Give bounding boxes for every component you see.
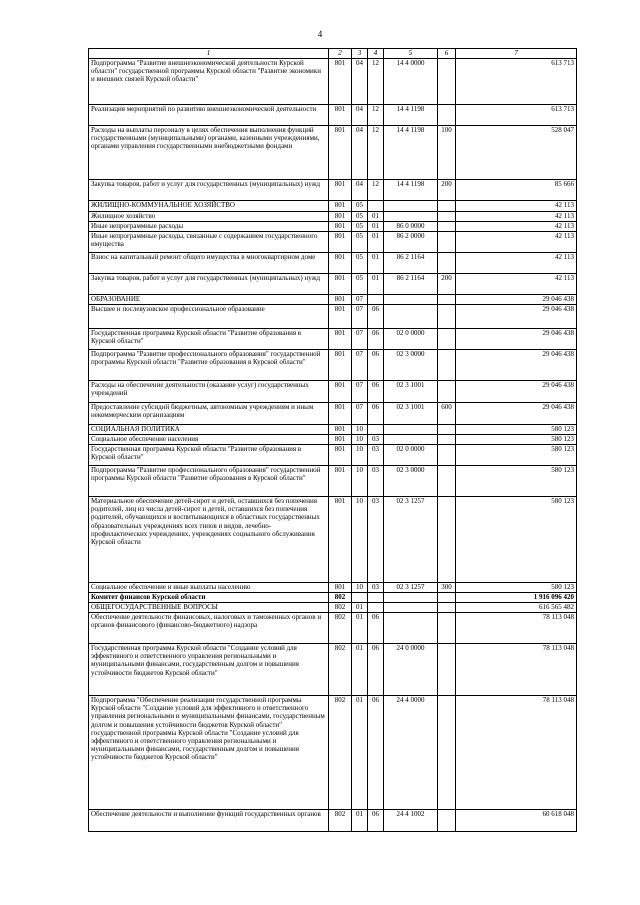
row-amount: 42 113 (456, 232, 577, 253)
row-amount: 580 123 (456, 583, 577, 593)
row-ved-code: 801 (329, 497, 352, 583)
table-row (89, 105, 577, 126)
row-target-article-code: 02 3 1001 (384, 403, 438, 425)
row-ved-code: 802 (329, 613, 352, 644)
row-subsection-code (368, 425, 384, 435)
table-row (89, 232, 577, 253)
row-subsection-code: 03 (368, 583, 384, 593)
row-section-code: 01 (352, 613, 368, 644)
row-name: Иные непрограммные расходы, связанные с содержанием государственного имущества (89, 232, 329, 253)
row-target-article-code: 86 2 0000 (384, 232, 438, 253)
row-name: Подпрограмма "Обеспечение реализации государственной программы Курской области "Создание условий для эффективного и ответственного управления региональными и муниципальными финансами, государственным долгом и повышения устойчивости бюджетов Курской области" государственной программы Курской области "Создание условий для эффективного и ответственного управления региональными и муниципальными финансами, государственным долгом и повышения устойчивости бюджетов Курской области" (89, 696, 329, 810)
row-ved-code: 801 (329, 435, 352, 445)
row-ved-code: 801 (329, 212, 352, 222)
row-section-code: 07 (352, 305, 368, 329)
row-amount: 85 666 (456, 180, 577, 201)
row-amount: 616 565 482 (456, 603, 577, 613)
row-name: Социальное обеспечение и иные выплаты населению (89, 583, 329, 593)
row-ved-code: 802 (329, 696, 352, 810)
row-target-article-code (384, 201, 438, 212)
row-amount: 42 113 (456, 212, 577, 222)
table-row (89, 212, 577, 222)
row-section-code: 07 (352, 329, 368, 350)
row-target-article-code: 24 4 0000 (384, 696, 438, 810)
row-amount: 580 123 (456, 466, 577, 497)
row-expense-type-code (438, 644, 456, 696)
row-ved-code: 801 (329, 126, 352, 180)
row-name: Расходы на обеспечение деятельности (оказание услуг) государственных учреждений (89, 381, 329, 403)
row-ved-code: 801 (329, 445, 352, 466)
row-section-code: 01 (352, 644, 368, 696)
row-target-article-code: 24 4 1002 (384, 810, 438, 832)
row-amount: 78 113 048 (456, 696, 577, 810)
row-target-article-code: 02 3 0000 (384, 350, 438, 381)
row-amount: 613 713 (456, 59, 577, 105)
row-subsection-code: 06 (368, 810, 384, 832)
row-name: Социальное обеспечение населения (89, 435, 329, 445)
row-section-code (352, 593, 368, 603)
row-amount: 78 113 048 (456, 644, 577, 696)
row-subsection-code: 12 (368, 180, 384, 201)
row-name: Комитет финансов Курской области (89, 593, 329, 603)
column-header-1: 1 (89, 49, 329, 59)
row-subsection-code: 03 (368, 497, 384, 583)
row-section-code: 07 (352, 295, 368, 305)
row-subsection-code: 12 (368, 59, 384, 105)
row-name: Реализация мероприятий по развитию внешнеэкономической деятельности (89, 105, 329, 126)
row-expense-type-code: 600 (438, 403, 456, 425)
budget-table (88, 48, 577, 832)
row-target-article-code: 24 0 0000 (384, 644, 438, 696)
row-section-code: 10 (352, 466, 368, 497)
table-row (89, 329, 577, 350)
row-ved-code: 801 (329, 425, 352, 435)
row-section-code: 10 (352, 425, 368, 435)
row-amount: 580 123 (456, 497, 577, 583)
row-amount: 29 046 438 (456, 295, 577, 305)
row-amount: 29 046 438 (456, 329, 577, 350)
row-ved-code: 801 (329, 583, 352, 593)
row-name: ОБЩЕГОСУДАРСТВЕННЫЕ ВОПРОСЫ (89, 603, 329, 613)
row-expense-type-code (438, 696, 456, 810)
row-target-article-code: 14 4 1198 (384, 105, 438, 126)
row-section-code: 04 (352, 126, 368, 180)
row-ved-code: 801 (329, 253, 352, 274)
row-expense-type-code (438, 105, 456, 126)
row-expense-type-code (438, 381, 456, 403)
row-section-code: 05 (352, 212, 368, 222)
row-target-article-code (384, 435, 438, 445)
table-row (89, 305, 577, 329)
row-ved-code: 801 (329, 180, 352, 201)
row-subsection-code (368, 295, 384, 305)
row-subsection-code: 06 (368, 305, 384, 329)
row-ved-code: 801 (329, 305, 352, 329)
row-section-code: 05 (352, 232, 368, 253)
row-ved-code: 801 (329, 105, 352, 126)
table-row (89, 180, 577, 201)
row-name: ОБРАЗОВАНИЕ (89, 295, 329, 305)
row-target-article-code: 86 0 0000 (384, 222, 438, 232)
row-target-article-code: 02 3 1257 (384, 497, 438, 583)
row-ved-code: 801 (329, 466, 352, 497)
row-subsection-code: 06 (368, 613, 384, 644)
row-subsection-code: 06 (368, 350, 384, 381)
row-expense-type-code (438, 295, 456, 305)
table-row (89, 274, 577, 295)
row-section-code: 10 (352, 445, 368, 466)
row-expense-type-code (438, 222, 456, 232)
row-amount: 42 113 (456, 253, 577, 274)
row-name: СОЦИАЛЬНАЯ ПОЛИТИКА (89, 425, 329, 435)
table-row (89, 593, 577, 603)
table-row (89, 201, 577, 212)
row-section-code: 01 (352, 810, 368, 832)
row-ved-code: 802 (329, 593, 352, 603)
row-section-code: 07 (352, 381, 368, 403)
row-ved-code: 802 (329, 603, 352, 613)
table-row (89, 583, 577, 593)
row-amount: 1 916 096 420 (456, 593, 577, 603)
row-subsection-code: 03 (368, 445, 384, 466)
row-ved-code: 801 (329, 274, 352, 295)
row-expense-type-code (438, 350, 456, 381)
table-row (89, 403, 577, 425)
column-number-row (89, 49, 577, 59)
row-ved-code: 802 (329, 644, 352, 696)
row-expense-type-code (438, 253, 456, 274)
row-ved-code: 801 (329, 403, 352, 425)
column-header-5: 5 (384, 49, 438, 59)
row-section-code: 05 (352, 274, 368, 295)
row-subsection-code (368, 603, 384, 613)
row-ved-code: 801 (329, 329, 352, 350)
row-name: Закупка товаров, работ и услуг для государственных (муниципальных) нужд (89, 274, 329, 295)
row-name: Закупка товаров, работ и услуг для государственных (муниципальных) нужд (89, 180, 329, 201)
row-subsection-code: 01 (368, 274, 384, 295)
table-row (89, 445, 577, 466)
row-expense-type-code: 100 (438, 126, 456, 180)
row-expense-type-code: 200 (438, 180, 456, 201)
table-row (89, 810, 577, 832)
row-section-code: 01 (352, 603, 368, 613)
row-amount: 42 113 (456, 201, 577, 212)
row-name: Высшее и послевузовское профессиональное образование (89, 305, 329, 329)
table-row (89, 497, 577, 583)
row-subsection-code: 06 (368, 696, 384, 810)
row-section-code: 07 (352, 403, 368, 425)
row-target-article-code: 02 3 0000 (384, 466, 438, 497)
row-expense-type-code (438, 613, 456, 644)
row-amount: 42 113 (456, 274, 577, 295)
row-amount: 29 046 438 (456, 350, 577, 381)
row-target-article-code (384, 295, 438, 305)
column-header-7: 7 (456, 49, 577, 59)
row-section-code: 04 (352, 59, 368, 105)
page-number: 4 (317, 29, 323, 39)
row-section-code: 10 (352, 497, 368, 583)
row-name: ЖИЛИЩНО-КОММУНАЛЬНОЕ ХОЗЯЙСТВО (89, 201, 329, 212)
row-subsection-code: 01 (368, 253, 384, 274)
row-amount: 29 046 438 (456, 381, 577, 403)
column-header-4: 4 (368, 49, 384, 59)
row-target-article-code: 02 0 0000 (384, 445, 438, 466)
row-target-article-code: 86 2 1164 (384, 253, 438, 274)
row-expense-type-code (438, 305, 456, 329)
row-amount: 78 113 048 (456, 613, 577, 644)
row-ved-code: 801 (329, 295, 352, 305)
row-expense-type-code (438, 466, 456, 497)
row-ved-code: 801 (329, 350, 352, 381)
table-row (89, 295, 577, 305)
row-subsection-code: 01 (368, 212, 384, 222)
row-name: Обеспечение деятельности финансовых, налоговых и таможенных органов и органов финансового (финансово-бюджетного) надзора (89, 613, 329, 644)
row-section-code: 01 (352, 696, 368, 810)
table-row (89, 381, 577, 403)
row-expense-type-code (438, 593, 456, 603)
row-section-code: 05 (352, 222, 368, 232)
row-target-article-code: 14 4 0000 (384, 59, 438, 105)
table-row (89, 253, 577, 274)
row-name: Расходы на выплаты персоналу в целях обеспечения выполнения функций государственными (муниципальными) органами, казенными учреждениями, органами управления государственными внебюджетными фондами (89, 126, 329, 180)
row-ved-code: 801 (329, 222, 352, 232)
row-name: Обеспечение деятельности и выполнение функций государственных органов (89, 810, 329, 832)
row-section-code: 07 (352, 350, 368, 381)
row-amount: 580 123 (456, 435, 577, 445)
row-section-code: 10 (352, 435, 368, 445)
row-ved-code: 802 (329, 810, 352, 832)
row-subsection-code (368, 593, 384, 603)
column-header-3: 3 (352, 49, 368, 59)
row-expense-type-code (438, 445, 456, 466)
row-amount: 528 047 (456, 126, 577, 180)
row-name: Государственная программа Курской области "Развитие образования в Курской области" (89, 329, 329, 350)
table-row (89, 425, 577, 435)
row-amount: 613 713 (456, 105, 577, 126)
table-row (89, 466, 577, 497)
row-section-code: 05 (352, 253, 368, 274)
row-name: Жилищное хозяйство (89, 212, 329, 222)
row-ved-code: 801 (329, 232, 352, 253)
row-expense-type-code (438, 212, 456, 222)
row-target-article-code: 14 4 1198 (384, 180, 438, 201)
row-name: Государственная программа Курской области "Развитие образования в Курской области" (89, 445, 329, 466)
row-expense-type-code (438, 59, 456, 105)
row-target-article-code: 02 0 0000 (384, 329, 438, 350)
row-target-article-code: 02 3 1257 (384, 583, 438, 593)
row-section-code: 04 (352, 105, 368, 126)
row-name: Подпрограмма "Развитие профессионального образования" государственной программы Курской области "Развитие образования в Курской области" (89, 350, 329, 381)
column-header-2: 2 (329, 49, 352, 59)
row-ved-code: 801 (329, 381, 352, 403)
row-name: Государственная программа Курской области "Создание условий для эффективного и ответственного управления региональными и муниципальными финансами, государственным долгом и повышения устойчивости бюджетов Курской области" (89, 644, 329, 696)
row-subsection-code: 12 (368, 126, 384, 180)
row-expense-type-code (438, 329, 456, 350)
row-expense-type-code (438, 603, 456, 613)
row-ved-code: 801 (329, 201, 352, 212)
row-target-article-code (384, 212, 438, 222)
row-expense-type-code (438, 232, 456, 253)
row-expense-type-code: 200 (438, 274, 456, 295)
row-name: Предоставление субсидий бюджетным, автономным учреждениям и иным некоммерческим организациям (89, 403, 329, 425)
row-amount: 29 046 438 (456, 305, 577, 329)
row-target-article-code (384, 425, 438, 435)
row-subsection-code: 06 (368, 381, 384, 403)
row-target-article-code (384, 305, 438, 329)
table-row (89, 613, 577, 644)
table-row (89, 603, 577, 613)
row-ved-code: 801 (329, 59, 352, 105)
row-target-article-code (384, 603, 438, 613)
row-name: Подпрограмма "Развитие внешнеэкономической деятельности Курской области" государственной программы Курской области "Развитие экономики и внешних связей Курской области" (89, 59, 329, 105)
row-subsection-code: 06 (368, 403, 384, 425)
row-amount: 42 113 (456, 222, 577, 232)
row-subsection-code: 03 (368, 466, 384, 497)
table-row (89, 126, 577, 180)
table-row (89, 696, 577, 810)
row-subsection-code: 06 (368, 329, 384, 350)
row-subsection-code: 03 (368, 435, 384, 445)
row-expense-type-code (438, 435, 456, 445)
row-section-code: 10 (352, 583, 368, 593)
row-amount: 580 123 (456, 425, 577, 435)
row-target-article-code: 14 4 1198 (384, 126, 438, 180)
row-name: Иные непрограммные расходы (89, 222, 329, 232)
row-subsection-code: 01 (368, 222, 384, 232)
row-amount: 29 046 438 (456, 403, 577, 425)
column-header-6: 6 (438, 49, 456, 59)
row-target-article-code: 86 2 1164 (384, 274, 438, 295)
row-subsection-code (368, 201, 384, 212)
row-expense-type-code: 300 (438, 583, 456, 593)
row-subsection-code: 12 (368, 105, 384, 126)
row-name: Материальное обеспечение детей-сирот и детей, оставшихся без попечения родителей, лиц из числа детей-сирот и детей, оставшихся без попечения родителей, обучающихся и воспитывающихся в областных государственных образовательных учреждениях всех типов и видов, лечебно-профилактических учреждениях, учреждениях социального обслуживания Курской области (89, 497, 329, 583)
row-target-article-code (384, 593, 438, 603)
row-name: Подпрограмма "Развитие профессионального образования" государственной программы Курской области "Развитие образования в Курской области" (89, 466, 329, 497)
table-row (89, 222, 577, 232)
budget-table-body (89, 59, 577, 832)
row-amount: 580 123 (456, 445, 577, 466)
table-row (89, 350, 577, 381)
row-name: Взнос на капитальный ремонт общего имущества в многоквартирном доме (89, 253, 329, 274)
table-row (89, 59, 577, 105)
row-section-code: 05 (352, 201, 368, 212)
row-section-code: 04 (352, 180, 368, 201)
row-amount: 60 618 048 (456, 810, 577, 832)
table-row (89, 435, 577, 445)
row-expense-type-code (438, 810, 456, 832)
row-target-article-code: 02 3 1001 (384, 381, 438, 403)
table-row (89, 644, 577, 696)
row-expense-type-code (438, 497, 456, 583)
row-expense-type-code (438, 425, 456, 435)
row-subsection-code: 06 (368, 644, 384, 696)
row-subsection-code: 01 (368, 232, 384, 253)
row-expense-type-code (438, 201, 456, 212)
row-target-article-code (384, 613, 438, 644)
